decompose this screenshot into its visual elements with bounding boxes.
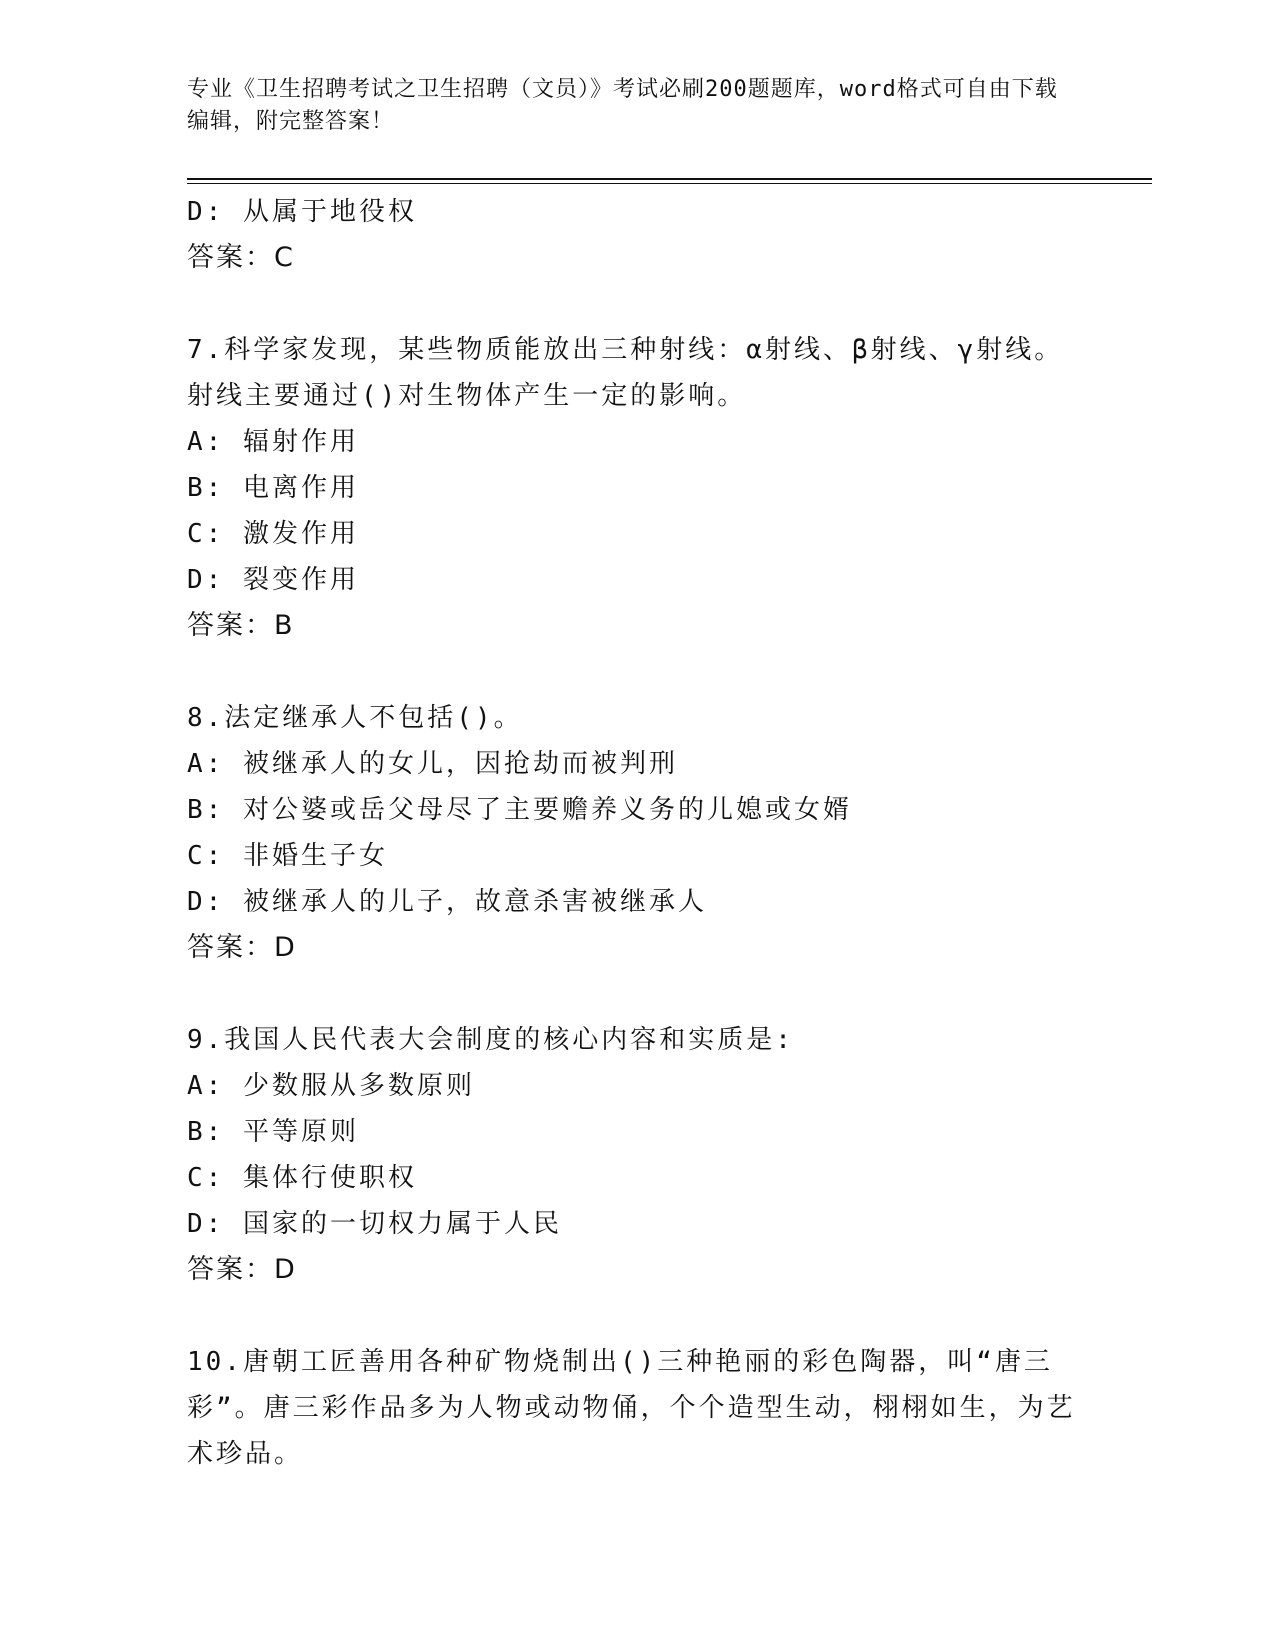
option-d: D: 从属于地役权 xyxy=(187,197,417,227)
option-a: A: 辐射作用 xyxy=(187,427,359,457)
document-body xyxy=(187,189,1087,1477)
option-c: C: 集体行使职权 xyxy=(187,1163,417,1193)
option-d: D: 国家的一切权力属于人民 xyxy=(187,1209,562,1239)
question-10-stem: 10.唐朝工匠善用各种矿物烧制出()三种艳丽的彩色陶器，叫“唐三彩”。唐三彩作品多为人物或动物俑，个个造型生动，栩栩如生，为艺术珍品。 xyxy=(187,1347,1076,1469)
answer-line: 答案：C xyxy=(187,242,295,273)
option-b: B: 对公婆或岳父母尽了主要赡养义务的儿媳或女婿 xyxy=(187,795,852,825)
header-rule-thick xyxy=(187,178,1152,180)
answer-line: 答案：B xyxy=(187,610,295,641)
spacer xyxy=(187,1293,1087,1339)
option-d: D: 裂变作用 xyxy=(187,565,359,595)
option-d: D: 被继承人的儿子，故意杀害被继承人 xyxy=(187,887,707,917)
spacer xyxy=(187,281,1087,327)
answer-line: 答案：D xyxy=(187,1254,297,1285)
option-b: B: 平等原则 xyxy=(187,1117,359,1147)
option-c: C: 激发作用 xyxy=(187,519,359,549)
option-c: C: 非婚生子女 xyxy=(187,841,388,871)
header-rule-thin xyxy=(187,183,1152,184)
question-8-stem: 8.法定继承人不包括()。 xyxy=(187,703,523,733)
document-header: 专业《卫生招聘考试之卫生招聘（文员）》考试必刷200题题库，word格式可自由下载编辑，附完整答案！ xyxy=(187,77,1058,134)
option-a: A: 被继承人的女儿，因抢劫而被判刑 xyxy=(187,749,678,779)
option-a: A: 少数服从多数原则 xyxy=(187,1071,475,1101)
question-9-stem: 9.我国人民代表大会制度的核心内容和实质是: xyxy=(187,1025,794,1055)
spacer xyxy=(187,971,1087,1017)
spacer xyxy=(187,649,1087,695)
question-7-stem: 7.科学家发现，某些物质能放出三种射线：α射线、β射线、γ射线。射线主要通过()对生物体产生一定的影响。 xyxy=(187,335,1064,411)
answer-line: 答案：D xyxy=(187,932,297,963)
option-b: B: 电离作用 xyxy=(187,473,359,503)
